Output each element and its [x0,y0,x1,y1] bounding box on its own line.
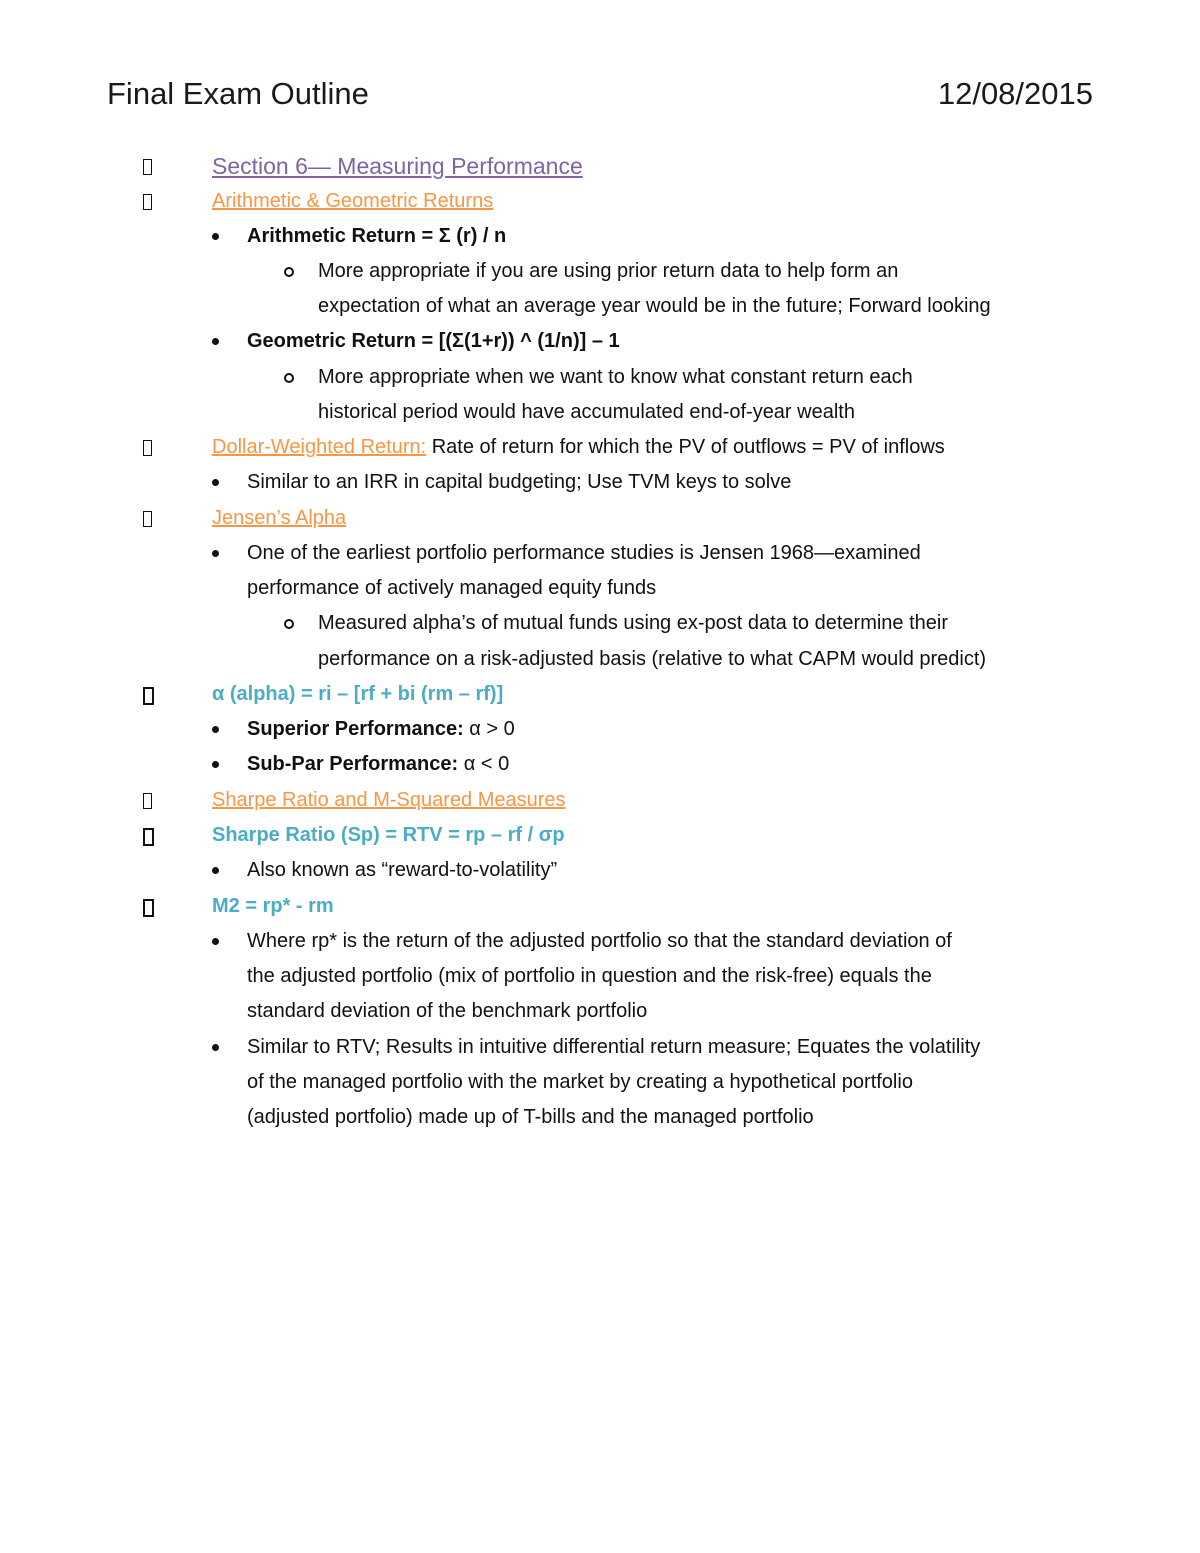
bullet-box-icon [143,793,152,809]
note-text: standard deviation of the benchmark portfolio [247,1000,648,1022]
outline-item [0,254,1200,289]
outline-item [0,677,1200,712]
bullet-box-icon [143,899,154,917]
outline-item [0,324,1200,359]
note-text: More appropriate if you are using prior return data to help form an [318,260,899,282]
bullet-dot-icon [212,338,219,345]
outline-item [0,536,1200,571]
outline-item [0,924,1200,959]
outline-item [0,712,1200,747]
note-text: the adjusted portfolio (mix of portfolio in question and the risk-free) equals the [247,965,932,987]
note-text: Similar to RTV; Results in intuitive differential return measure; Equates the volatility [247,1036,981,1058]
bullet-box-icon [143,828,154,846]
outline-item [0,465,1200,500]
topic-heading: Arithmetic & Geometric Returns [212,190,494,212]
formula-text: Arithmetic Return = Σ (r) / n [247,225,507,247]
note-text: Where rp* is the return of the adjusted portfolio so that the standard deviation of [247,930,952,952]
topic-description: Rate of return for which the PV of outflows = PV of inflows [426,436,945,458]
formula-heading: Sharpe Ratio (Sp) = RTV = rp – rf / σp [212,824,565,846]
document-date: 12/08/2015 [937,76,1093,111]
bullet-box-icon [143,440,152,456]
bullet-box-icon [143,194,152,210]
bullet-box-icon [143,159,152,175]
outline-item [0,501,1200,536]
bullet-dot-icon [212,479,219,486]
outline-item-continuation [0,289,1200,324]
note-text: (adjusted portfolio) made up of T-bills and the managed portfolio [247,1106,814,1128]
outline-item [0,149,1200,184]
topic-heading: Jensen’s Alpha [212,507,347,529]
outline-item [0,184,1200,219]
note-label: Superior Performance: [247,718,464,740]
note-text: Also known as “reward-to-volatility” [247,859,558,881]
bullet-circle-icon [284,373,294,383]
outline-item-continuation [0,642,1200,677]
bullet-circle-icon [284,619,294,629]
outline-item [0,818,1200,853]
note-text: Measured alpha’s of mutual funds using ex-post data to determine their [318,612,948,634]
outline-item [0,889,1200,924]
outline-item-continuation [0,1065,1200,1100]
outline-item [0,219,1200,254]
outline-item-continuation [0,959,1200,994]
outline-item [0,430,1200,465]
bullet-circle-icon [284,267,294,277]
topic-heading: Sharpe Ratio and M-Squared Measures [212,789,566,811]
outline-item [0,747,1200,782]
note-text: of the managed portfolio with the market by creating a hypothetical portfolio [247,1071,913,1093]
note-value: α > 0 [463,718,515,740]
note-value: α < 0 [458,753,510,775]
outline-item [0,360,1200,395]
bullet-box-icon [143,511,152,527]
note-text: More appropriate when we want to know what constant return each [318,366,913,388]
note-text: Similar to an IRR in capital budgeting; Use TVM keys to solve [247,471,792,493]
note-label: Sub-Par Performance: [247,753,459,775]
note-text: performance of actively managed equity funds [247,577,657,599]
outline-item [0,783,1200,818]
note-text [247,712,515,747]
bullet-box-icon [143,687,154,705]
note-text: One of the earliest portfolio performance studies is Jensen 1968—examined [247,542,921,564]
formula-heading: M2 = rp* - rm [212,895,334,917]
bullet-dot-icon [212,550,219,557]
formula-heading: α (alpha) = ri – [rf + bi (rm – rf)] [212,683,504,705]
outline-item-continuation [0,571,1200,606]
bullet-dot-icon [212,761,219,768]
formula-text: Geometric Return = [(Σ(1+r)) ^ (1/n)] – 1 [247,330,620,352]
topic-line [212,430,945,465]
note-text [247,747,509,782]
note-text: performance on a risk-adjusted basis (relative to what CAPM would predict) [318,648,987,670]
outline-item-continuation [0,395,1200,430]
outline-item-continuation [0,1100,1200,1135]
note-text: expectation of what an average year would be in the future; Forward looking [318,295,991,317]
outline-item [0,1030,1200,1065]
page-header [107,72,1093,116]
bullet-dot-icon [212,867,219,874]
outline-item [0,606,1200,641]
outline-item-continuation [0,994,1200,1029]
topic-heading: Dollar-Weighted Return: [212,436,427,458]
bullet-dot-icon [212,938,219,945]
document-title: Final Exam Outline [107,76,369,111]
bullet-dot-icon [212,233,219,240]
note-text: historical period would have accumulated end-of-year wealth [318,401,855,423]
bullet-dot-icon [212,1044,219,1051]
section-heading: Section 6— Measuring Performance [212,153,583,179]
bullet-dot-icon [212,726,219,733]
outline-item [0,853,1200,888]
